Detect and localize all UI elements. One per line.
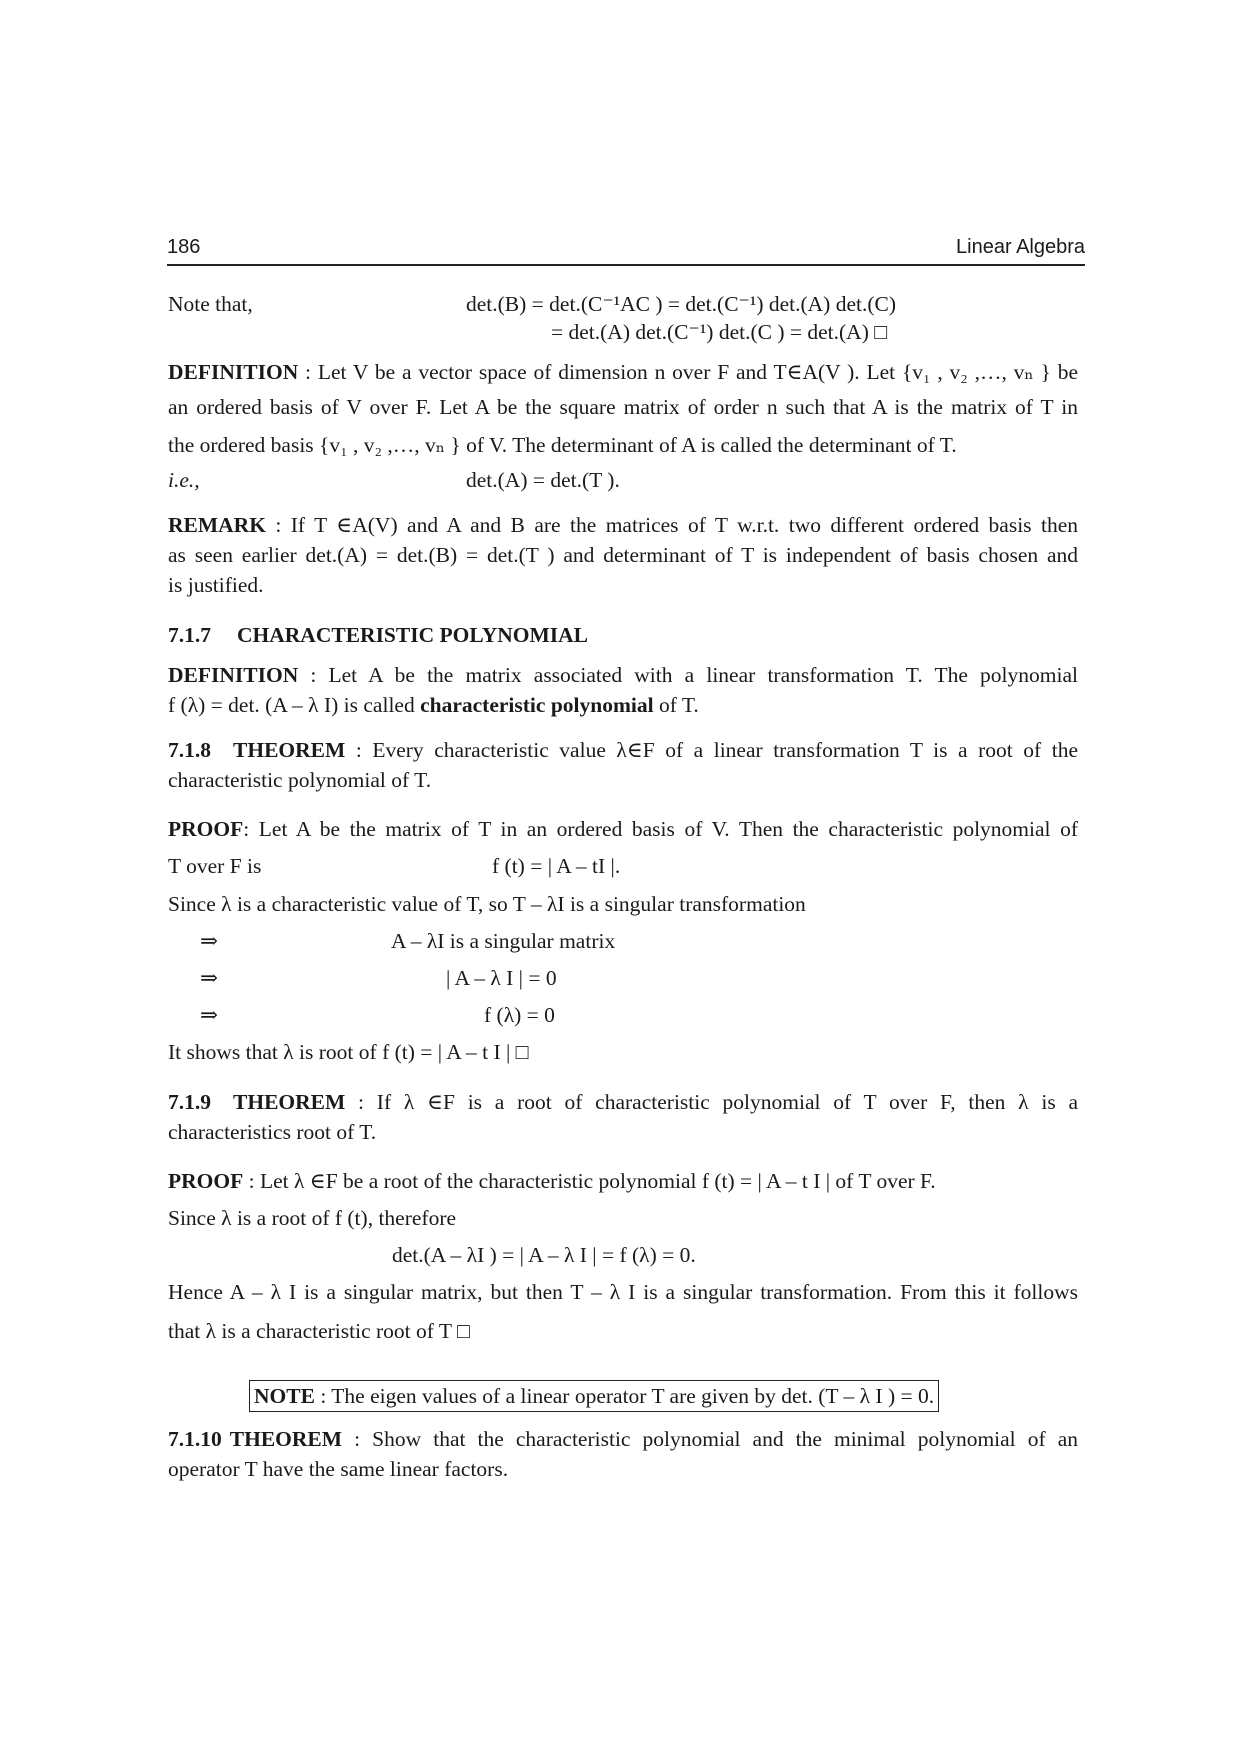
proof-label: PROOF	[168, 1169, 244, 1193]
theorem-719-line-2: characteristics root of T.	[168, 1120, 377, 1144]
proof-718-step-3: f (λ) = 0	[484, 1003, 555, 1027]
note-box	[249, 1380, 939, 1412]
theorem-7110-line-1: 7.1.10 THEOREM : Show that the characteristic polynomial and the minimal polynomial of an	[168, 1427, 1078, 1451]
theorem-number: 7.1.10	[168, 1427, 222, 1451]
theorem-label: THEOREM	[233, 738, 346, 762]
remark-line-3: is justified.	[168, 573, 264, 597]
definition-char-line-1: DEFINITION : Let A be the matrix associated with a linear transformation T. The polynomial	[168, 663, 1078, 687]
proof-718-line-2-label: T over F is	[168, 854, 262, 878]
ie-label: i.e.,	[168, 468, 200, 492]
proof-719-line-5: that λ is a characteristic root of T □	[168, 1319, 471, 1343]
proof-718-line-1: PROOF: Let A be the matrix of T in an ordered basis of V. Then the characteristic polynomial of	[168, 817, 1078, 841]
theorem-number: 7.1.8	[168, 738, 211, 762]
definition-det-line-2: an ordered basis of V over F. Let A be the square matrix of order n such that A is the matrix of T in	[168, 395, 1078, 419]
section-number: 7.1.7	[168, 623, 211, 647]
page-header	[167, 236, 1085, 266]
definition-label: DEFINITION	[168, 360, 299, 384]
note-label: NOTE	[254, 1384, 315, 1408]
section-title: CHARACTERISTIC POLYNOMIAL	[237, 623, 589, 647]
theorem-label: THEOREM	[229, 1427, 343, 1451]
note-text: : The eigen values of a linear operator T are given by det. (T – λ I ) = 0.	[314, 1384, 935, 1408]
remark-line-1: REMARK : If T ∈A(V) and A and B are the matrices of T w.r.t. two different ordered basis then	[168, 513, 1078, 537]
proof-label: PROOF	[168, 817, 244, 841]
definition-det-line-3: the ordered basis {v₁ , v₂ ,…, vₙ } of V. The determinant of A is called the determinant of T.	[168, 433, 957, 457]
page-number: 186	[167, 236, 201, 258]
remark-label: REMARK	[168, 513, 266, 537]
proof-719-line-2: Since λ is a root of f (t), therefore	[168, 1206, 457, 1230]
theorem-718-line-2: characteristic polynomial of T.	[168, 768, 432, 792]
proof-719-line-4: Hence A – λ I is a singular matrix, but then T – λ I is a singular transformation. From this it follows	[168, 1280, 1078, 1304]
proof-718-line-3: Since λ is a characteristic value of T, so T – λI is a singular transformation	[168, 892, 806, 916]
implies-symbol: ⇒	[200, 929, 219, 953]
implies-symbol: ⇒	[200, 966, 219, 990]
proof-718-step-2: | A – λ I | = 0	[446, 966, 557, 990]
proof-718-step-1: A – λI is a singular matrix	[391, 929, 616, 953]
term-characteristic-polynomial: characteristic polynomial	[420, 693, 654, 717]
running-title: Linear Algebra	[956, 236, 1085, 258]
remark-line-2: as seen earlier det.(A) = det.(B) = det.(T ) and determinant of T is independent of basis chosen and	[168, 543, 1078, 567]
note-that-equation-1: det.(B) = det.(C⁻¹AC ) = det.(C⁻¹) det.(A) det.(C)	[466, 292, 897, 316]
note-that-label: Note that,	[168, 292, 253, 316]
ie-equation: det.(A) = det.(T ).	[466, 468, 620, 492]
theorem-719-line-1: 7.1.9 THEOREM : If λ ∈F is a root of characteristic polynomial of T over F, then λ is a	[168, 1090, 1078, 1114]
theorem-label: THEOREM	[233, 1090, 346, 1114]
definition-char-line-2: f (λ) = det. (A – λ I) is called characteristic polynomial of T.	[168, 693, 699, 717]
definition-label: DEFINITION	[168, 663, 299, 687]
proof-718-line-2-equation: f (t) = | A – tI |.	[492, 854, 621, 878]
implies-symbol: ⇒	[200, 1003, 219, 1027]
section-717-heading	[168, 621, 588, 649]
proof-719-equation: det.(A – λI ) = | A – λ I | = f (λ) = 0.	[392, 1243, 696, 1267]
proof-718-conclusion: It shows that λ is root of f (t) = | A – t I | □	[168, 1040, 529, 1064]
definition-det-line-1: DEFINITION : Let V be a vector space of dimension n over F and T∈A(V ). Let {v₁ , v₂ ,…, vₙ } be	[168, 360, 1078, 384]
note-that-equation-2: = det.(A) det.(C⁻¹) det.(C ) = det.(A) □	[551, 320, 888, 344]
proof-719-line-1: PROOF : Let λ ∈F be a root of the characteristic polynomial f (t) = | A – t I | of T over F.	[168, 1169, 936, 1193]
theorem-number: 7.1.9	[168, 1090, 211, 1114]
theorem-718-line-1: 7.1.8 THEOREM : Every characteristic value λ∈F of a linear transformation T is a root of the	[168, 738, 1078, 762]
theorem-7110-line-2: operator T have the same linear factors.	[168, 1457, 509, 1481]
